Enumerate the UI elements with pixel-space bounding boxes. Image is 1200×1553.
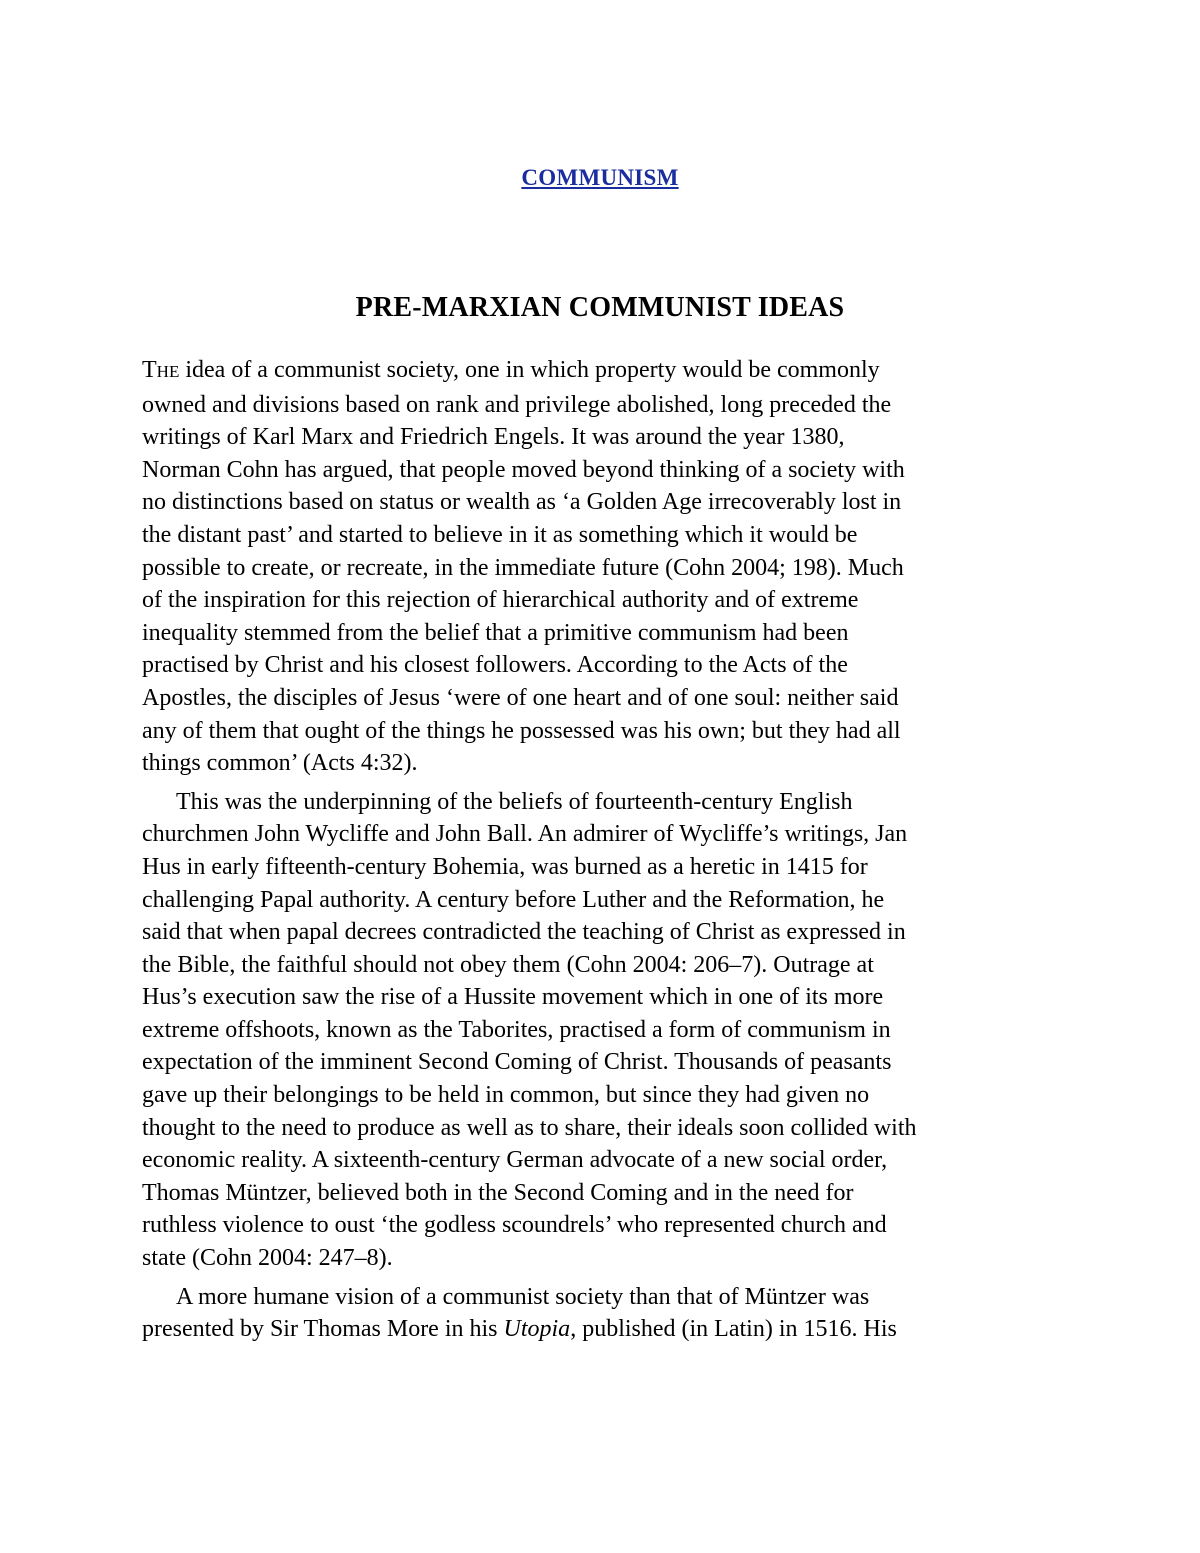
text-line: any of them that ought of the things he possessed was his own; but they had all — [142, 717, 901, 744]
text-line: expectation of the imminent Second Coming of Christ. Thousands of peasants — [142, 1049, 892, 1076]
text-line: ruthless violence to oust ‘the godless scoundrels’ who represented church and — [142, 1212, 887, 1239]
book-title-utopia: Utopia — [503, 1316, 571, 1343]
text-line: said that when papal decrees contradicted the teaching of Christ as expressed in — [142, 919, 906, 946]
text-line: the Bible, the faithful should not obey them (Cohn 2004: 206–7). Outrage at — [142, 951, 874, 978]
line-text: , published (in Latin) in 1516. His — [570, 1316, 897, 1343]
text-line: of the inspiration for this rejection of hierarchical authority and of extreme — [142, 587, 859, 614]
body-text — [142, 354, 1072, 1352]
text-line: Hus in early fifteenth-century Bohemia, was burned as a heretic in 1415 for — [142, 853, 868, 880]
drop-initial: T — [142, 357, 157, 383]
text-line: This was the underpinning of the beliefs of fourteenth-century English — [176, 788, 853, 815]
communism-link[interactable]: COMMUNISM — [521, 165, 679, 190]
text-line: churchmen John Wycliffe and John Ball. An admirer of Wycliffe’s writings, Jan — [142, 821, 908, 848]
text-line: practised by Christ and his closest followers. According to the Acts of the — [142, 652, 848, 679]
paragraph-1 — [142, 354, 1072, 780]
text-line: inequality stemmed from the belief that a primitive communism had been — [142, 619, 849, 646]
text-line: Thomas Müntzer, believed both in the Second Coming and in the need for — [142, 1179, 854, 1206]
text-line: Apostles, the disciples of Jesus ‘were of one heart and of one soul: neither said — [142, 684, 899, 711]
text-line: owned and divisions based on rank and privilege abolished, long preceded the — [142, 391, 892, 418]
small-caps-lead: HE — [156, 362, 180, 381]
section-heading: PRE-MARXIAN COMMUNIST IDEAS — [355, 292, 845, 323]
text-line: A more humane vision of a communist society than that of Müntzer was — [176, 1283, 870, 1310]
paragraph-3 — [142, 1281, 1072, 1346]
text-line: challenging Papal authority. A century before Luther and the Reformation, he — [142, 886, 885, 913]
text-line: things common’ (Acts 4:32). — [142, 750, 418, 777]
text-line: no distinctions based on status or wealth as ‘a Golden Age irrecoverably lost in — [142, 489, 902, 516]
text-line: Hus’s execution saw the rise of a Hussite movement which in one of its more — [142, 984, 884, 1011]
text-line: economic reality. A sixteenth-century German advocate of a new social order, — [142, 1147, 888, 1174]
line-text: idea of a communist society, one in which property would be commonly — [179, 357, 880, 383]
text-line: state (Cohn 2004: 247–8). — [142, 1245, 393, 1272]
text-line — [142, 354, 1072, 389]
text-line: gave up their belongings to be held in common, but since they had given no — [142, 1082, 870, 1109]
text-line: Norman Cohn has argued, that people moved beyond thinking of a society with — [142, 456, 905, 483]
paragraph-2 — [142, 786, 1072, 1275]
text-line — [142, 1313, 1072, 1346]
text-line: the distant past’ and started to believe in it as something which it would be — [142, 521, 858, 548]
text-line: extreme offshoots, known as the Taborites, practised a form of communism in — [142, 1016, 891, 1043]
text-line: writings of Karl Marx and Friedrich Engels. It was around the year 1380, — [142, 424, 845, 451]
text-line: thought to the need to produce as well as to share, their ideals soon collided with — [142, 1114, 917, 1141]
line-text: presented by Sir Thomas More in his — [142, 1316, 504, 1343]
text-line: possible to create, or recreate, in the immediate future (Cohn 2004; 198). Much — [142, 554, 904, 581]
